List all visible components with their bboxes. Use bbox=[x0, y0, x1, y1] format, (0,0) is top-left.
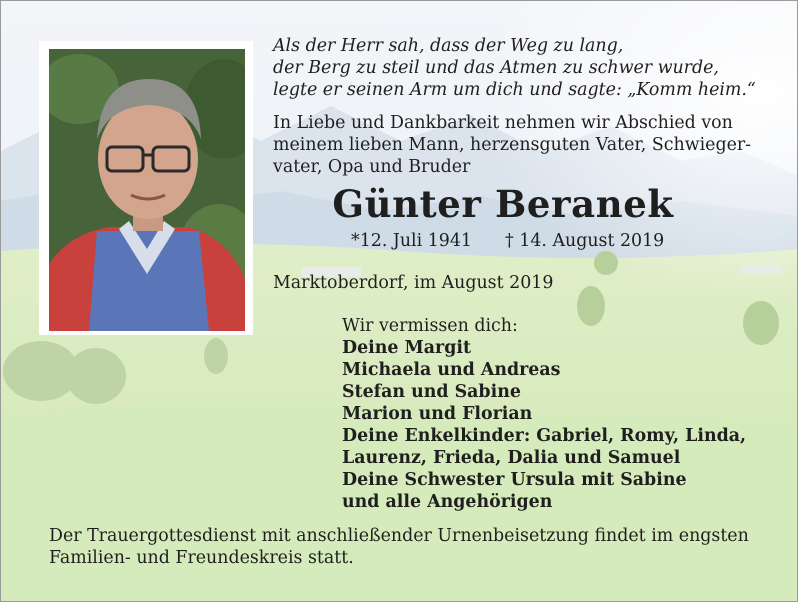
mourner-name: Deine Enkelkinder: Gabriel, Romy, Linda, bbox=[342, 426, 747, 446]
poem-line: Als der Herr sah, dass der Weg zu lang, bbox=[273, 36, 624, 56]
mourner-name: und alle Angehörigen bbox=[342, 492, 553, 512]
place-and-date: Marktoberdorf, im August 2019 bbox=[273, 273, 554, 293]
memorial-poem bbox=[273, 35, 756, 101]
service-line: Der Trauergottesdienst mit anschließender Urnenbeisetzung findet im engsten bbox=[49, 526, 749, 546]
life-dates bbox=[351, 230, 664, 252]
intro-line: meinem lieben Mann, herzensguten Vater, Schwieger- bbox=[273, 135, 752, 155]
mourner-name: Marion und Florian bbox=[342, 404, 533, 424]
poem-line: legte er seinen Arm um dich und sagte: „Komm heim.“ bbox=[273, 80, 756, 100]
mourners-lead: Wir vermissen dich: bbox=[342, 316, 518, 336]
portrait-photo-frame bbox=[39, 41, 253, 335]
mourner-name: Michaela und Andreas bbox=[342, 360, 561, 380]
funeral-service-note bbox=[49, 525, 749, 569]
intro-line: In Liebe und Dankbarkeit nehmen wir Abschied von bbox=[273, 113, 733, 133]
mourners-list bbox=[342, 315, 746, 513]
mourner-name: Laurenz, Frieda, Dalia und Samuel bbox=[342, 448, 681, 468]
birth-date: *12. Juli 1941 bbox=[351, 231, 472, 251]
poem-line: der Berg zu steil und das Atmen zu schwer wurde, bbox=[273, 58, 719, 78]
mourner-name: Deine Margit bbox=[342, 338, 471, 358]
mourner-name: Deine Schwester Ursula mit Sabine bbox=[342, 470, 687, 490]
farewell-intro bbox=[273, 112, 751, 178]
service-line: Familien- und Freundeskreis statt. bbox=[49, 548, 354, 568]
portrait-photo bbox=[49, 49, 245, 331]
mourner-name: Stefan und Sabine bbox=[342, 382, 521, 402]
deceased-name: Günter Beranek bbox=[332, 182, 674, 226]
death-date: † 14. August 2019 bbox=[505, 231, 665, 251]
intro-line: vater, Opa und Bruder bbox=[273, 157, 471, 177]
